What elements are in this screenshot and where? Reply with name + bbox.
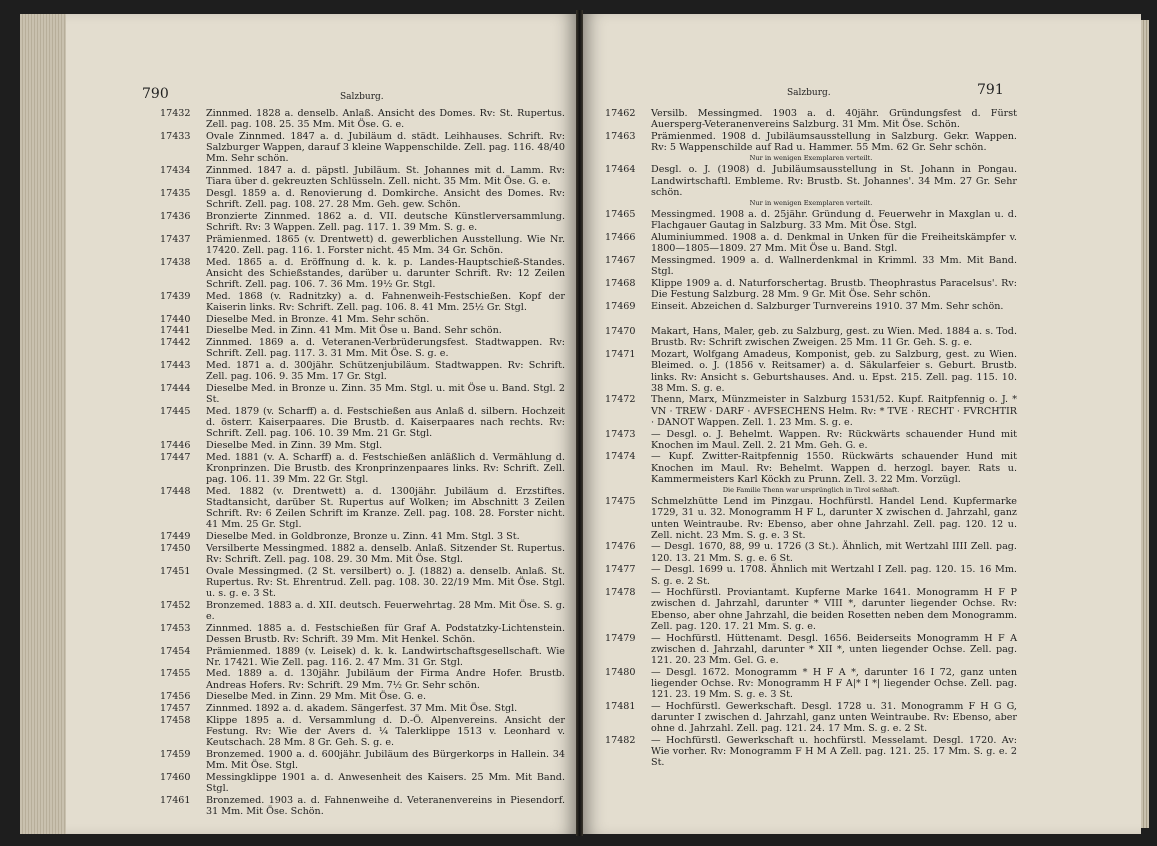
entry-number: 17481 [605,700,636,712]
entry-description: Med. 1871 a. d. 300jähr. Schützenjubiläum. Stadtwappen. Rv: Schrift. Zell. pag. 106. 9. 35 Mm. 17 Gr. Stgl. [206,359,565,383]
catalog-entry [605,232,1017,254]
catalog-entry [160,600,565,622]
entry-description: — Desgl. o. J. Behelmt. Wappen. Rv: Rückwärts schauender Hund mit Knochen im Maul. Zell. 2. 21 Mm. Geh. G. e. [651,428,1017,451]
entry-number: 17441 [160,325,191,337]
catalog-entry [160,325,565,336]
entry-description: Ovale Zinnmed. 1847 a. d. Jubiläum d. städt. Leihhauses. Schrift. Rv: Salzburger Wappen, darauf 3 kleine Wappenschilde. Zell. pag. 116. 48/40 Mm. Sehr schön. [206,130,565,165]
entry-description: Dieselbe Med. in Bronze u. Zinn. 35 Mm. Stgl. u. mit Öse u. Band. Stgl. 2 St. [206,382,565,406]
entry-description: Med. 1879 (v. Scharff) a. d. Festschießen aus Anlaß d. silbern. Hochzeit d. österr. Kaiserpaares. Die Brustb. d. Kaiserpaares nach rechts. Rv: Schrift. Zell. pag. 106. 10. 39 Mm. 21 Gr. Stgl. [206,405,565,440]
entry-number: 17439 [160,290,191,302]
catalog-entry [605,278,1017,300]
entry-number: 17460 [160,771,191,783]
section-gap [605,312,1017,326]
entry-description: Bronzemed. 1903 a. d. Fahnenweihe d. Veteranenvereins in Piesendorf. 31 Mm. Mit Öse. Schön. [206,794,565,817]
entry-number: 17432 [160,108,191,119]
entry-number: 17478 [605,587,636,599]
catalog-entry [160,715,565,749]
entry-description: Dieselbe Med. in Goldbronze, Bronze u. Zinn. 41 Mm. Stgl. 3 St. [206,531,520,543]
entry-description: Med. 1865 a. d. Eröffnung d. k. k. p. Landes-Hauptschieß-Standes. Ansicht des Schießstandes, darüber u. darunter Schrift. Rv: 12 Zeilen Schrift. Zell. pag. 106. 7. 36 Mm. 19½ Gr. Stgl. [206,256,565,291]
catalog-entry [160,360,565,382]
catalog-entry [160,188,565,210]
catalog-entry [605,587,1017,632]
left-page [66,14,576,834]
right-page-header: Salzburg. [787,88,831,98]
entry-description: Med. 1882 (v. Drentwett) a. d. 1300jähr. Jubiläum d. Erzstiftes. Stadtansicht, darüber St. Rupertus auf Wolken; im Abschnitt 3 Zeilen Schrift. Rv: 6 Zeilen Schrift im Kranze. Zell. pag. 108. 28. Forster nicht. 41 Mm. 25 Gr. Stgl. [206,485,565,531]
entry-number: 17443 [160,359,191,371]
entry-description: Med. 1889 a. d. 130jähr. Jubiläum der Firma Andre Hofer. Brustb. Andreas Hofers. Rv: Schrift. 29 Mm. 7½ Gr. Sehr schön. [206,668,565,691]
entry-number: 17450 [160,542,191,554]
entry-number: 17449 [160,531,191,543]
entry-description: Makart, Hans, Maler, geb. zu Salzburg, gest. zu Wien. Med. 1884 a. s. Tod. Brustb. Rv: Schrift zwischen Zweigen. 25 Mm. 11 Gr. Geh. S. g. e. [651,326,1017,349]
entry-number: 17474 [605,451,636,463]
entry-description: Med. 1881 (v. A. Scharff) a. d. Festschießen anläßlich d. Vermählung d. Kronprinzen. Die Brustb. des Kronprinzenpaares links. Rv: Schrift. Zell. pag. 106. 11. 39 Mm. 22 Gr. Stgl. [206,451,565,485]
entry-description: Einseit. Abzeichen d. Salzburger Turnvereins 1910. 37 Mm. Sehr schön. [651,300,1004,312]
entry-description: Messingmed. 1908 a. d. 25jähr. Gründung d. Feuerwehr in Maxglan u. d. Flachgauer Gautag in Salzburg. 33 Mm. Mit Öse. Stgl. [651,208,1017,232]
entry-description: Ovale Messingmed. (2 St. versilbert) o. J. (1882) a. denselb. Anlaß. St. Rupertus. Rv: St. Ehrentrud. Zell. pag. 108. 30. 22/19 Mm. Mit Öse. Stgl. u. s. g. e. 3 St. [206,565,565,600]
entry-number: 17476 [605,541,636,553]
catalog-entry [160,337,565,359]
catalog-entry [160,703,565,714]
entry-number: 17440 [160,313,191,325]
entry-number: 17480 [605,666,636,678]
entry-number: 17455 [160,668,191,680]
catalog-entry [160,165,565,187]
entry-description: Zinnmed. 1885 a. d. Festschießen für Graf A. Podstatzky-Lichtenstein. Dessen Brustb. Rv: Schrift. 39 Mm. Mit Henkel. Schön. [206,622,565,645]
entry-description: Mozart, Wolfgang Amadeus, Komponist, geb. zu Salzburg, gest. zu Wien. Bleimed. o. J. (1856 v. Reitsamer) a. d. Säkularfeier s. Geburt. Brustb. links. Rv: Ansicht s. Geburtshauses. And. u. Epst. 215. Zell. pag. 115. 10. 38 Mm. S. g. e. [651,349,1017,394]
entry-description: — Kupf. Zwitter-Raitpfennig 1550. Rückwärts schauender Hund mit Knochen im Maul. Rv: Behelmt. Wappen d. herzogl. bayer. Rats u. Kammermeisters Karl Köckh zu Prunn. Zell. 3. 22 Mm. Vorzügl. [651,451,1017,485]
entry-number: 17482 [605,734,636,746]
catalog-entry [605,349,1017,394]
entry-description: Bronzemed. 1883 a. d. XII. deutsch. Feuerwehrtag. 28 Mm. Mit Öse. S. g. e. [206,599,565,622]
entry-number: 17457 [160,703,191,715]
entry-description: — Hochfürstl. Proviantamt. Kupferne Marke 1641. Monogramm H F P zwischen d. Jahrzahl, darunter * VIII *, darunter liegender Ochse. Rv: Ebenso, aber ohne Jahrzahl, die beiden Rosetten neben dem Monogramm. Zell. pag. 120. 17. 21 Mm. S. g. e. [651,587,1017,632]
entry-description: Desgl. o. J. (1908) d. Jubiläumsausstellung in St. Johann in Pongau. Landwirtschaftl. Embleme. Rv: Brustb. St. Johannes'. 34 Mm. 27 Gr. Sehr schön. [651,164,1017,198]
book-gutter [576,10,583,836]
entry-number: 17452 [160,599,191,611]
right-entry-list [605,108,1017,769]
catalog-entry [160,691,565,702]
entry-number: 17477 [605,564,636,576]
catalog-entry [605,633,1017,667]
catalog-entry [160,486,565,531]
entry-description: Messingmed. 1909 a. d. Wallnerdenkmal in Krimml. 33 Mm. Mit Band. Stgl. [651,254,1017,277]
entry-description: Thenn, Marx, Münzmeister in Salzburg 1531/52. Kupf. Raitpfennig o. J. * VN · TREW · DARF · AVFSECHENS Helm. Rv: * TVE · RECHT · FVRCHTIR · DANOT Wappen. Zell. 1. 23 Mm. S. g. e. [651,394,1017,428]
entry-description: — Hochfürstl. Hüttenamt. Desgl. 1656. Beiderseits Monogramm H F A zwischen d. Jahrzahl, darunter * XII *, unten liegender Ochse. Zell. pag. 121. 20. 23 Mm. Gel. G. e. [651,632,1017,666]
catalog-entry [605,451,1017,485]
catalog-entry [605,131,1017,153]
entry-description: Dieselbe Med. in Zinn. 41 Mm. Mit Öse u. Band. Sehr schön. [206,325,502,337]
entry-number: 17438 [160,256,191,268]
catalog-entry [160,291,565,313]
entry-number: 17435 [160,187,191,199]
left-page-number: 790 [142,86,169,102]
entry-description: Klippe 1895 a. d. Versammlung d. D.-Ö. Alpenvereins. Ansicht der Festung. Rv: Wie der Avers d. ¼ Talerklippe 1513 v. Leonhard v. Keutschach. 28 Mm. 8 Gr. Geh. S. g. e. [206,714,565,749]
entry-number: 17436 [160,210,191,222]
catalog-entry [160,668,565,690]
entry-number: 17464 [605,164,636,176]
entry-description: Bronzierte Zinnmed. 1862 a. d. VII. deutsche Künstlerversammlung. Schrift. Rv: 3 Wappen. Zell. pag. 117. 1. 39 Mm. S. g. e. [206,210,565,234]
catalog-entry [160,452,565,486]
entry-description: Klippe 1909 a. d. Naturforschertag. Brustb. Theophrastus Paracelsus'. Rv: Die Festung Salzburg. 28 Mm. 9 Gr. Mit Öse. Sehr schön. [651,277,1017,300]
left-entry-list [160,108,565,818]
catalog-entry [160,406,565,440]
entry-description: — Hochfürstl. Gewerkschaft. Desgl. 1728 u. 31. Monogramm F H G G, darunter I zwischen d. Jahrzahl, ganz unten Weintraube. Rv: Ebenso, aber ohne d. Jahrzahl. Zell. pag. 121. 24. 17 Mm. S. g. e. 2 St. [651,700,1017,735]
right-page-number: 791 [977,82,1004,98]
entry-number: 17461 [160,794,191,806]
catalog-entry [160,211,565,233]
entry-number: 17446 [160,439,191,451]
entry-description: Zinnmed. 1892 a. d. akadem. Sängerfest. 37 Mm. Mit Öse. Stgl. [206,703,518,715]
entry-description: Messingklippe 1901 a. d. Anwesenheit des Kaisers. 25 Mm. Mit Band. Stgl. [206,771,565,794]
catalog-entry [605,701,1017,735]
entry-number: 17472 [605,394,636,406]
catalog-entry [605,209,1017,231]
entry-description: Zinnmed. 1869 a. d. Veteranen-Verbrüderungsfest. Stadtwappen. Rv: Schrift. Zell. pag. 117. 3. 31 Mm. Mit Öse. S. g. e. [206,337,565,360]
catalog-entry [605,394,1017,428]
entry-number: 17467 [605,254,636,266]
catalog-entry [605,564,1017,586]
left-page-header: Salzburg. [340,92,384,102]
entry-number: 17444 [160,382,191,394]
entry-description: Prämienmed. 1889 (v. Leisek) d. k. k. Landwirtschaftsgesellschaft. Wie Nr. 17421. Wie Zell. pag. 116. 2. 47 Mm. 31 Gr. Stgl. [206,645,565,668]
catalog-entry [160,531,565,542]
entry-number: 17447 [160,451,191,463]
entry-description: Dieselbe Med. in Bronze. 41 Mm. Sehr schön. [206,313,430,325]
catalog-entry [160,108,565,130]
catalog-entry [160,383,565,405]
entry-description: — Desgl. 1699 u. 1708. Ähnlich mit Wertzahl I Zell. pag. 120. 15. 16 Mm. S. g. e. 2 St. [651,564,1017,587]
entry-number: 17434 [160,165,191,177]
entry-description: — Hochfürstl. Gewerkschaft u. hochfürstl. Messelamt. Desgl. 1720. Av: Wie vorher. Rv: Monogramm F H M A Zell. pag. 121. 25. 17 Mm. S. g. e. 2 St. [651,734,1017,769]
entry-description: Prämienmed. 1865 (v. Drentwett) d. gewerblichen Ausstellung. Wie Nr. 17420. Zell. pag. 116. 1. Forster nicht. 45 Mm. 34 Gr. Schön. [206,233,565,256]
catalog-entry [160,566,565,600]
catalog-entry [160,749,565,771]
catalog-entry [605,496,1017,541]
entry-description: — Desgl. 1672. Monogramm * H F A *, darunter 16 I 72, ganz unten liegender Ochse. Rv: Monogramm H F A|* I *| liegender Ochse. Zell. pag. 121. 23. 19 Mm. S. g. e. 3 St. [651,666,1017,701]
catalog-entry [160,772,565,794]
entry-number: 17448 [160,485,191,497]
catalog-entry [605,164,1017,198]
entry-note: Nur in wenigen Exemplaren verteilt. [749,198,873,207]
entry-number: 17470 [605,326,636,338]
entry-number: 17454 [160,645,191,657]
page-edges-right [1141,20,1149,828]
catalog-entry [160,795,565,817]
catalog-entry [160,440,565,451]
catalog-entry [605,255,1017,277]
catalog-entry [605,667,1017,701]
entry-description: Desgl. 1859 a. d. Renovierung d. Domkirche. Ansicht des Domes. Rv: Schrift. Zell. pag. 108. 27. 28 Mm. Geh. gew. Schön. [206,187,565,211]
catalog-entry [160,234,565,256]
entry-number: 17468 [605,277,636,289]
entry-description: Med. 1868 (v. Radnitzky) a. d. Fahnenweih-Festschießen. Kopf der Kaiserin links. Rv: Schrift. Zell. pag. 106. 8. 41 Mm. 25½ Gr. Stgl. [206,290,565,313]
entry-description: Zinnmed. 1847 a. d. päpstl. Jubiläum. St. Johannes mit d. Lamm. Rv: Tiara über d. gekreuzten Schlüsseln. Zell. nicht. 35 Mm. Mit Öse. G. e. [206,165,565,188]
entry-number: 17466 [605,231,636,243]
right-page [583,14,1141,834]
entry-number: 17465 [605,208,636,220]
entry-number: 17471 [605,349,636,361]
entry-number: 17459 [160,748,191,760]
entry-description: — Desgl. 1670, 88, 99 u. 1726 (3 St.). Ähnlich, mit Wertzahl IIII Zell. pag. 120. 13. 21 Mm. S. g. e. 6 St. [651,541,1017,564]
catalog-entry [605,108,1017,130]
entry-description: Dieselbe Med. in Zinn. 29 Mm. Mit Öse. G. e. [206,691,426,703]
entry-number: 17437 [160,233,191,245]
entry-number: 17473 [605,428,636,440]
entry-number: 17475 [605,496,636,508]
catalog-entry [605,326,1017,348]
catalog-entry [160,257,565,291]
entry-number: 17463 [605,130,636,142]
entry-description: Zinnmed. 1828 a. denselb. Anlaß. Ansicht des Domes. Rv: St. Rupertus. Zell. pag. 108. 25. 35 Mm. Mit Öse. G. e. [206,108,565,131]
page-edges-left [20,14,66,834]
entry-number: 17456 [160,691,191,703]
entry-number: 17469 [605,300,636,312]
entry-description: Versilb. Messingmed. 1903 a. d. 40jähr. Gründungsfest d. Fürst Auersperg-Veteranenvereins Salzburg. 31 Mm. Mit Öse. Schön. [651,108,1017,131]
catalog-entry [605,735,1017,769]
entry-description: Schmelzhütte Lend im Pinzgau. Hochfürstl. Handel Lend. Kupfermarke 1729, 31 u. 32. Monogramm H F L, darunter X zwischen d. Jahrzahl, ganz unten Weintraube. Rv: Ebenso, aber ohne Jahrzahl. Zell. pag. 120. 12 u. Zell. nicht. 23 Mm. S. g. e. 3 St. [651,496,1017,541]
catalog-entry [160,646,565,668]
entry-number: 17451 [160,565,191,577]
entry-description: Dieselbe Med. in Zinn. 39 Mm. Stgl. [206,439,383,451]
catalog-entry [160,543,565,565]
catalog-entry [605,301,1017,312]
entry-description: Bronzemed. 1900 a. d. 600jähr. Jubiläum des Bürgerkorps in Hallein. 34 Mm. Mit Öse. Stgl. [206,748,565,772]
entry-number: 17453 [160,622,191,634]
entry-number: 17458 [160,714,191,726]
catalog-entry [160,623,565,645]
entry-number: 17462 [605,108,636,119]
entry-note: Die Familie Thenn war ursprünglich in Tirol seßhaft. [722,486,900,495]
entry-number: 17479 [605,632,636,644]
entry-description: Aluminiummed. 1908 a. d. Denkmal in Unken für die Freiheitskämpfer v. 1800—1805—1809. 27 Mm. Mit Öse u. Band. Stgl. [651,231,1017,255]
catalog-entry [160,314,565,325]
catalog-entry [605,429,1017,451]
entry-description: Versilberte Messingmed. 1882 a. denselb. Anlaß. Sitzender St. Rupertus. Rv: Schrift. Zell. pag. 108. 29. 30 Mm. Mit Öse. Stgl. [206,542,565,565]
entry-description: Prämienmed. 1908 d. Jubiläumsausstellung in Salzburg. Gekr. Wappen. Rv: 5 Wappenschilde auf Rad u. Hammer. 55 Mm. 62 Gr. Sehr schön. [651,130,1017,154]
catalog-entry [605,541,1017,563]
entry-note: Nur in wenigen Exemplaren verteilt. [749,154,873,163]
catalog-entry [160,131,565,165]
entry-number: 17445 [160,405,191,417]
entry-number: 17442 [160,337,191,349]
entry-number: 17433 [160,130,191,142]
